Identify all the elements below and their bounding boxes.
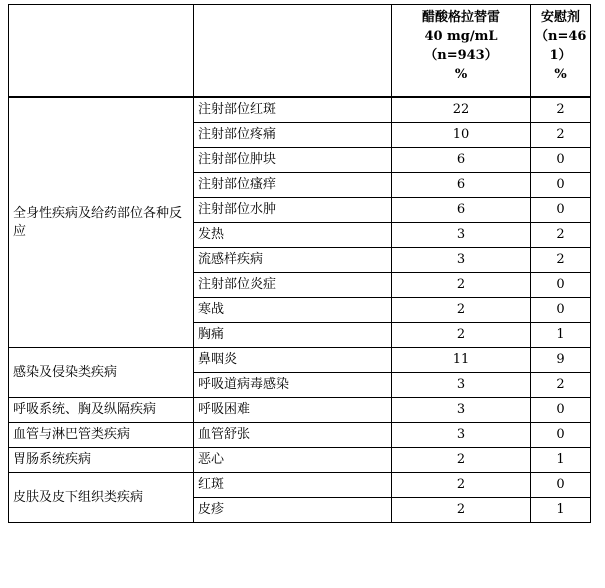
- drug-pct-cell: 22: [392, 97, 531, 123]
- drug-pct-cell: 2: [392, 298, 531, 323]
- placebo-pct-cell: 0: [531, 398, 591, 423]
- table-row: [9, 448, 591, 473]
- soc-cell: 皮肤及皮下组织类疾病: [9, 473, 194, 523]
- drug-pct-cell: 2: [392, 498, 531, 523]
- drug-pct-cell: 3: [392, 423, 531, 448]
- term-cell: 注射部位瘙痒: [194, 173, 392, 198]
- term-cell: 红斑: [194, 473, 392, 498]
- placebo-pct-cell: 1: [531, 323, 591, 348]
- placebo-pct-cell: 2: [531, 97, 591, 123]
- placebo-pct-cell: 9: [531, 348, 591, 373]
- soc-cell: 全身性疾病及给药部位各种反应: [9, 97, 194, 348]
- drug-pct-cell: 2: [392, 473, 531, 498]
- placebo-pct-cell: 2: [531, 123, 591, 148]
- term-cell: 呼吸道病毒感染: [194, 373, 392, 398]
- header-blank-term: [194, 5, 392, 98]
- adverse-reactions-table: [8, 4, 591, 523]
- header-placebo-n-part2: 1）: [549, 48, 572, 63]
- header-drug-dose: 40 mg/mL: [424, 29, 498, 44]
- drug-pct-cell: 3: [392, 398, 531, 423]
- term-cell: 注射部位红斑: [194, 97, 392, 123]
- placebo-pct-cell: 0: [531, 273, 591, 298]
- header-placebo-column: [531, 5, 591, 98]
- term-cell: 注射部位炎症: [194, 273, 392, 298]
- header-placebo-unit: %: [554, 67, 567, 82]
- term-cell: 注射部位水肿: [194, 198, 392, 223]
- placebo-pct-cell: 1: [531, 448, 591, 473]
- header-row: [9, 5, 591, 98]
- header-blank-soc: [9, 5, 194, 98]
- drug-pct-cell: 3: [392, 373, 531, 398]
- placebo-pct-cell: 2: [531, 373, 591, 398]
- placebo-pct-cell: 2: [531, 223, 591, 248]
- drug-pct-cell: 3: [392, 248, 531, 273]
- header-drug-name: 醋酸格拉替雷: [421, 10, 500, 25]
- table-row: [9, 423, 591, 448]
- drug-pct-cell: 2: [392, 448, 531, 473]
- placebo-pct-cell: 0: [531, 173, 591, 198]
- term-cell: 血管舒张: [194, 423, 392, 448]
- term-cell: 恶心: [194, 448, 392, 473]
- term-cell: 注射部位肿块: [194, 148, 392, 173]
- drug-pct-cell: 2: [392, 273, 531, 298]
- soc-cell: 感染及侵染类疾病: [9, 348, 194, 398]
- table-row: [9, 398, 591, 423]
- table-row: [9, 473, 591, 498]
- soc-cell: 胃肠系统疾病: [9, 448, 194, 473]
- soc-cell: 血管与淋巴管类疾病: [9, 423, 194, 448]
- soc-cell: 呼吸系统、胸及纵隔疾病: [9, 398, 194, 423]
- header-drug-column: [392, 5, 531, 98]
- drug-pct-cell: 6: [392, 173, 531, 198]
- term-cell: 鼻咽炎: [194, 348, 392, 373]
- term-cell: 胸痛: [194, 323, 392, 348]
- term-cell: 注射部位疼痛: [194, 123, 392, 148]
- placebo-pct-cell: 0: [531, 298, 591, 323]
- header-drug-unit: %: [454, 67, 468, 82]
- drug-pct-cell: 3: [392, 223, 531, 248]
- drug-pct-cell: 10: [392, 123, 531, 148]
- placebo-pct-cell: 1: [531, 498, 591, 523]
- placebo-pct-cell: 0: [531, 198, 591, 223]
- placebo-pct-cell: 0: [531, 423, 591, 448]
- placebo-pct-cell: 0: [531, 473, 591, 498]
- drug-pct-cell: 6: [392, 148, 531, 173]
- table-row: [9, 97, 591, 123]
- header-drug-n: （n=943）: [424, 48, 498, 63]
- term-cell: 寒战: [194, 298, 392, 323]
- term-cell: 皮疹: [194, 498, 392, 523]
- term-cell: 流感样疾病: [194, 248, 392, 273]
- drug-pct-cell: 2: [392, 323, 531, 348]
- term-cell: 发热: [194, 223, 392, 248]
- term-cell: 呼吸困难: [194, 398, 392, 423]
- drug-pct-cell: 11: [392, 348, 531, 373]
- table-row: [9, 348, 591, 373]
- header-placebo-n-part1: （n=46: [535, 29, 587, 44]
- drug-pct-cell: 6: [392, 198, 531, 223]
- placebo-pct-cell: 0: [531, 148, 591, 173]
- placebo-pct-cell: 2: [531, 248, 591, 273]
- header-placebo-name: 安慰剂: [540, 10, 580, 25]
